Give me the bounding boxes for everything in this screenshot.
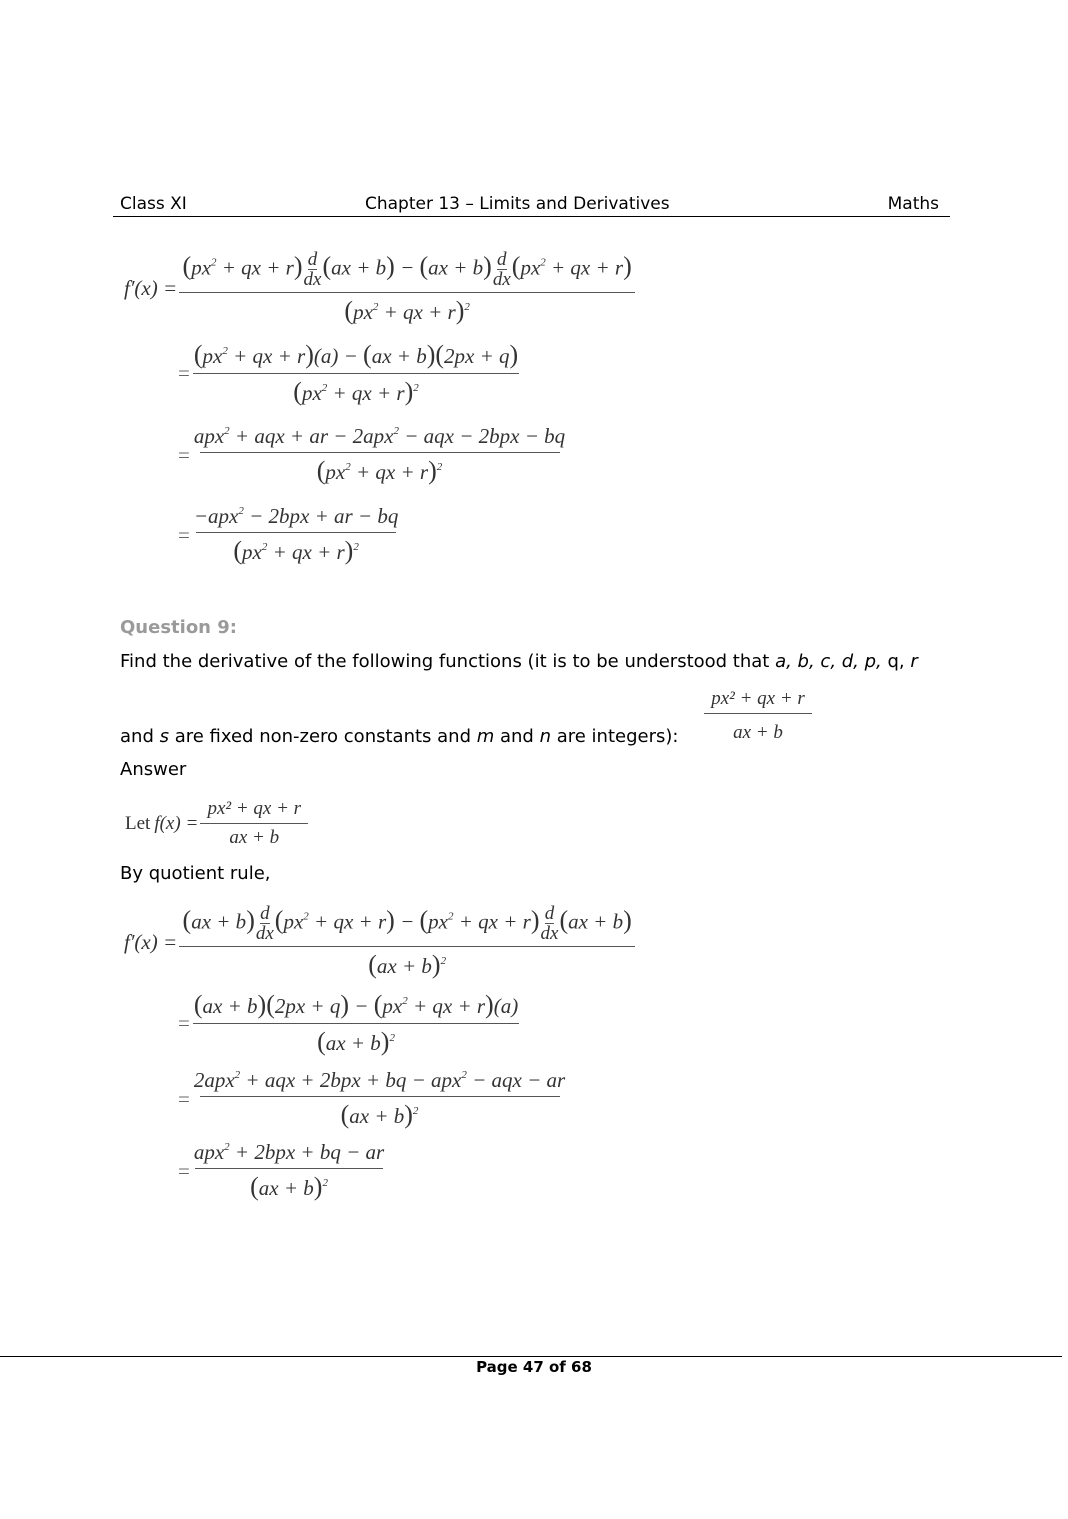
footer-divider: [0, 1356, 1062, 1357]
prev-derivative-step-4: = $\frac{-apx^2 - 2bpx + ar - bq}{(px^2 + qx + r)^2}$: [178, 504, 399, 565]
header-subject: Maths: [887, 194, 939, 214]
page-number: Page 47 of 68: [476, 1358, 592, 1376]
derivative-step-4: = $\frac{apx^2 + 2bpx + bq - ar}{(ax + b)^2}$: [178, 1140, 385, 1201]
header-class: Class XI: [120, 194, 187, 214]
question-function: [704, 688, 812, 744]
answer-label: Answer: [120, 759, 187, 780]
question-title: Question 9:: [120, 617, 237, 638]
function-denominator: ax + b: [704, 713, 812, 744]
page-header: [113, 194, 950, 217]
derivative-step-2: = $\frac{(ax + b)(2px + q) - (px^2 + qx + r)(a)}{(ax + b)^2}$: [178, 990, 519, 1056]
derivative-step-3: = $\frac{2apx^2 + aqx + 2bpx + bq - apx^2 - aqx - ar}{(ax + b)^2}$: [178, 1068, 566, 1129]
prev-derivative-step-3: = $\frac{apx^2 + aqx + ar - 2apx^2 - aqx - 2bpx - bq}{(px^2 + qx + r)^2}$: [178, 424, 566, 485]
question-text-line-1: Find the derivative of the following functions (it is to be understood that a, b, c, d, p, q, r: [120, 651, 918, 672]
function-numerator: px² + qx + r: [711, 688, 805, 709]
quotient-rule-text: By quotient rule,: [120, 863, 271, 884]
derivative-lhs: f′(x) =: [124, 275, 178, 300]
question-text-line-2: and s are fixed non-zero constants and m and n are integers):: [120, 726, 679, 747]
let-definition: Let f(x) = $\frac{\text{px² + qx + r}}{ax + b}$: [125, 798, 308, 849]
fraction: ($px^2$ + qx + r) $\frac{d}{dx}$ (ax + b) − (ax + b) $\frac{d}{dx}$ ($px^2$ + qx + r) ($px^2$ + qx + r)$^2$: [179, 250, 635, 326]
prev-derivative-step-2: = $\frac{(px^2 + qx + r)(a) - (ax + b)(2px + q)}{(px^2 + qx + r)^2}$: [178, 340, 519, 406]
derivative-step-1: f′(x) = (ax + b) $\frac{d}{dx}$ ($px^2$ + qx + $r) - (px^2$ + qx + r) $\frac{d}{dx}$ (ax + b) (ax + b)$^2$: [124, 904, 635, 980]
prev-derivative-step-1: [124, 250, 635, 326]
header-chapter: Chapter 13 – Limits and Derivatives: [365, 194, 670, 214]
